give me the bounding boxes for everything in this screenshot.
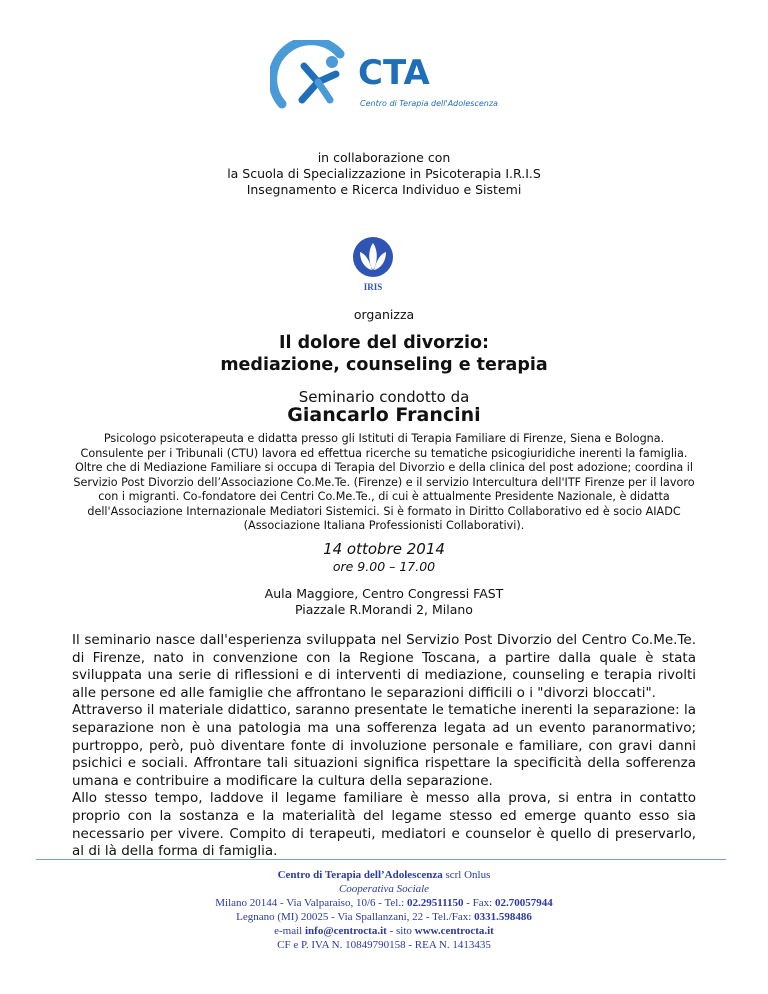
- venue-line: Piazzale R.Morandi 2, Milano: [295, 602, 473, 617]
- organizza-text: organizza: [353, 307, 415, 322]
- iris-logo-label: IRIS: [363, 282, 383, 292]
- cta-logo-name: CTA: [358, 53, 430, 93]
- footer-org-name: Centro di Terapia dell’Adolescenza: [277, 869, 443, 881]
- event-date: 14 ottobre 2014: [323, 540, 445, 558]
- collaboration-block: [0, 150, 768, 198]
- description-body: [72, 632, 696, 861]
- footer-email-link[interactable]: info@centrocta.it: [305, 925, 387, 937]
- collaboration-line: in collaborazione con: [317, 150, 451, 165]
- cta-logo: [270, 40, 500, 112]
- description-paragraph: Il seminario nasce dall'esperienza sviluppata nel Servizio Post Divorzio del Centro Co.Me.Te. di Firenze, nato in convenzione con la Regione Toscana, a partire dalla quale è stata sviluppata una serie di riflessioni e di interventi di mediazione, counseling e terapia rivolti alle persone ed alle famiglie che affrontano le separazioni difficili o i "divorzi bloccati".: [72, 632, 696, 701]
- footer: [0, 868, 768, 952]
- footer-site-link[interactable]: www.centrocta.it: [414, 925, 494, 937]
- seminar-intro: Seminario condotto da: [298, 388, 470, 406]
- footer-legal: CF e P. IVA N. 10849790158 - REA N. 1413435: [277, 939, 491, 951]
- footer-milano-tel: 02.29511150: [406, 897, 464, 909]
- event-venue: [0, 586, 768, 618]
- event-title-line1: Il dolore del divorzio:: [278, 333, 490, 353]
- cta-logo-subtitle: Centro di Terapia dell'Adolescenza: [360, 99, 498, 108]
- speaker-bio: Psicologo psicoterapeuta e didatta presso gli Istituti di Terapia Familiare di Firenze, Siena e Bologna. Consulente per i Tribunali (CTU) lavora ed effettua ricerche su tematiche psicogiuridiche inerenti la famiglia. Oltre che di Mediazione Familiare si occupa di Terapia del Divorzio e della clinica del post adozione; coordina il Servizio Post Divorzio dell’Associazione Co.Me.Te. (Firenze) e il servizio Intercultura dell'ITF Firenze per il lavoro con i migranti. Co-fondatore dei Centri Co.Me.Te., di cui è attualmente Presidente Nazionale, è didatta dell'Associazione Internazionale Mediatori Sistemici. Si è formato in Diritto Collaborativo ed è socio AIADC (Associazione Italiana Professionisti Collaborativi).: [73, 432, 695, 532]
- event-title: [0, 332, 768, 376]
- footer-org-line: [0, 868, 768, 882]
- collaboration-line: la Scuola di Specializzazione in Psicoterapia I.R.I.S: [227, 166, 541, 181]
- footer-milano-line: Milano 20144 - Via Valparaiso, 10/6 - Tel.: 02.29511150 - Fax: 02.70057944: [215, 897, 553, 909]
- description-paragraph: Attraverso il materiale didattico, saranno presentate le tematiche inerenti la separazione: la separazione non è una patologia ma una sofferenza legata ad un evento paranormativo; purtroppo, però, può diventare fonte di involuzione personale e familiare, con gravi danni psichici e sociali. Affrontare tali situazioni significa rispettare la specificità della sofferenza umana e contribuire a modificare la cultura della separazione.: [72, 702, 696, 789]
- iris-logo: [348, 236, 398, 292]
- footer-legnano-tel: 0331.598486: [474, 911, 532, 923]
- footer-contact-line: e-mail info@centrocta.it - sito www.centrocta.it: [274, 925, 494, 937]
- venue-line: Aula Maggiore, Centro Congressi FAST: [264, 586, 504, 601]
- speaker-name: Giancarlo Francini: [287, 404, 481, 426]
- description-paragraph: Allo stesso tempo, laddove il legame familiare è messo alla prova, si entra in contatto proprio con la sostanza e la materialità del legame stesso ed emerge quanto esso sia necessario per vivere. Compito di terapeuti, mediatori e counselor è quello di preservarlo, al di là della forma di famiglia.: [72, 790, 696, 860]
- footer-divider: [36, 859, 726, 860]
- collaboration-line: Insegnamento e Ricerca Individuo e Sistemi: [246, 182, 522, 197]
- footer-legnano-line: Legnano (MI) 20025 - Via Spallanzani, 22 - Tel./Fax: 0331.598486: [236, 911, 532, 923]
- footer-org-suffix: scrl Onlus: [445, 869, 491, 881]
- footer-milano-fax: 02.70057944: [494, 897, 553, 909]
- event-time: ore 9.00 – 17.00: [332, 559, 436, 574]
- footer-coop: Cooperativa Sociale: [338, 883, 430, 895]
- event-title-line2: mediazione, counseling e terapia: [220, 355, 548, 375]
